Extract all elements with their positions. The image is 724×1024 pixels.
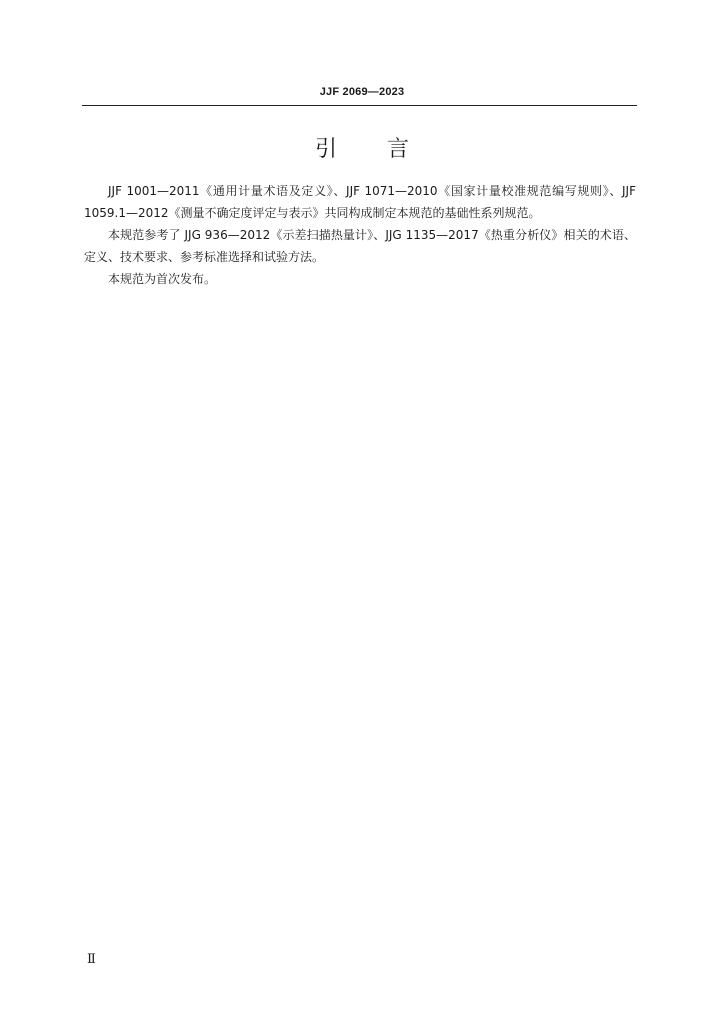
paragraph-references: JJF 1001—2011《通用计量术语及定义》、JJF 1071—2010《国家计量校准规范编写规则》、JJF 1059.1—2012《测量不确定度评定与表示》共同构成制定本规范的基础性系列规范。 [84, 184, 636, 220]
paragraph-related-standards: 本规范参考了 JJG 936—2012《示差扫描热量计》、JJG 1135—2017《热重分析仪》相关的术语、定义、技术要求、参考标准选择和试验方法。 [84, 228, 636, 264]
paragraph-first-release: 本规范为首次发布。 [108, 272, 217, 286]
section-title: 引言 [314, 137, 459, 162]
standard-code-header: JJF 2069—2023 [319, 86, 405, 98]
header-divider [82, 105, 637, 106]
body-text [84, 180, 636, 290]
page-number: Ⅱ [87, 952, 96, 967]
